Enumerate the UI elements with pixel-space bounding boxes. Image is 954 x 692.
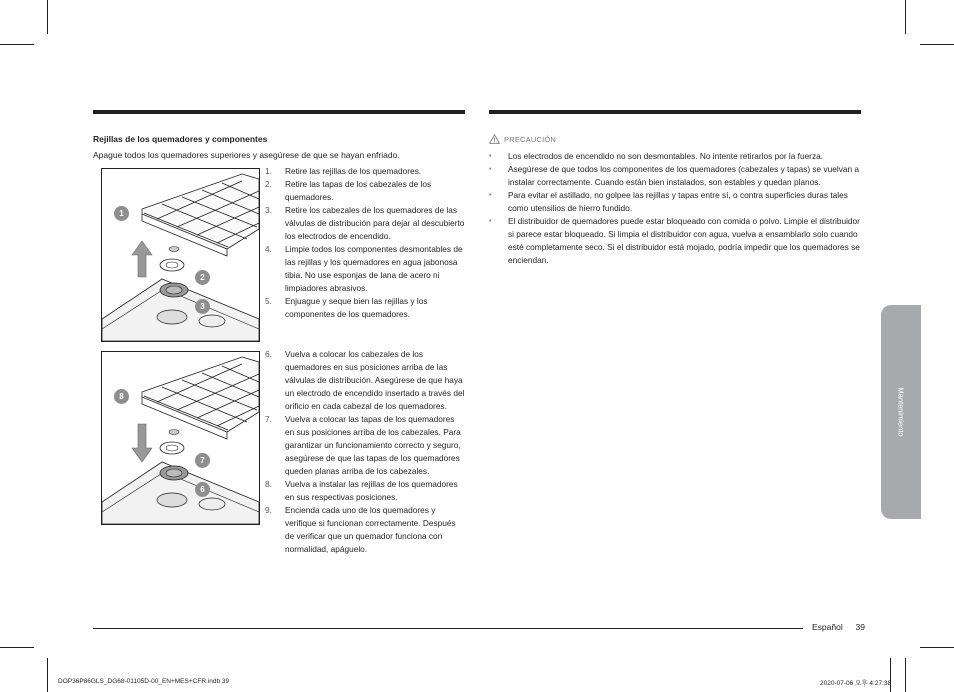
step-badge-7: 7 xyxy=(195,453,210,468)
caution-title: PRECAUCIÓN xyxy=(504,134,557,144)
step-item: 6. Vuelva a colocar los cabezales de los quemadores en sus posiciones arriba de las válvulas de distribución. Asegúrese de que haya un electrodo de encendido insertado a través del orificio en cada cabezal de los quemadores. xyxy=(265,349,465,411)
steps-list-removal xyxy=(265,165,465,321)
footer-language: Español xyxy=(812,622,843,632)
step-item: 5. Enjuague y seque bien las rejillas y los componentes de los quemadores. xyxy=(265,296,428,319)
side-tab-section xyxy=(881,305,921,519)
step-item: 2. Retire las tapas de los cabezales de los quemadores. xyxy=(265,179,432,202)
burner-removal-illustration xyxy=(101,168,260,342)
warning-triangle-icon xyxy=(489,134,500,144)
step-badge-2: 2 xyxy=(195,270,210,285)
step-item: 1. Retire las rejillas de los quemadores. xyxy=(265,166,422,176)
footer-rule xyxy=(93,628,803,629)
side-tab-label: Mantenimiento xyxy=(896,387,906,437)
grate-installation-drawing xyxy=(102,352,259,524)
page-number: 39 xyxy=(855,622,865,632)
caution-heading xyxy=(489,134,556,144)
caution-item: • El distribuidor de quemadores puede estar bloqueado con comida o polvo. Limpie el distribuidor si parece estar bloqueado. Si limpia el distribuidor con agua, vuelva a ensamblarlo solo cuando esté completamente seco. Si el distribuidor está mojado, podría impedir que los quemadores se enciendan. xyxy=(489,215,861,267)
burner-installation-illustration xyxy=(101,351,260,525)
steps-list-installation xyxy=(265,348,465,556)
step-badge-3: 3 xyxy=(195,299,210,314)
print-slug-file: DOP36P86GLS_DG68-01105D-00_EN+MES+CFR.indb 39 xyxy=(58,678,230,685)
footer-page-label xyxy=(812,622,865,632)
section-intro: Apague todos los quemadores superiores y asegúrese de que se hayan enfriado. xyxy=(93,150,400,160)
caution-item: • Asegúrese de que todos los componentes de los quemadores (cabezales y tapas) se vuelvan a instalar correctamente. Cuando están bien instalados, son estables y quedan planos. xyxy=(489,163,861,189)
section-title: Rejillas de los quemadores y componentes xyxy=(93,134,268,144)
step-item: 7. Vuelva a colocar las tapas de los quemadores en sus posiciones arriba de los cabezales. Para garantizar un funcionamiento correcto y seguro, asegúrese de que las tapas de los quemadores queden planas arriba de los cabezales. xyxy=(265,414,461,476)
step-item: 4. Limpie todos los componentes desmontables de las rejillas y los quemadores en agua jabonosa tibia. No use esponjas de lana de acero ni limpiadores abrasivos. xyxy=(265,244,463,293)
step-badge-8: 8 xyxy=(114,389,129,404)
caution-item: • Los electrodos de encendido no son desmontables. No intente retirarlos por la fuerza. xyxy=(489,150,861,163)
step-badge-6: 6 xyxy=(195,482,210,497)
header-rule-left xyxy=(93,110,465,114)
print-slug-date: 2020-07-06 오후 4:27:38 xyxy=(820,680,892,687)
caution-list xyxy=(489,150,861,267)
step-badge-1: 1 xyxy=(114,206,129,221)
header-rule-right xyxy=(489,110,861,114)
step-item: 3. Retire los cabezales de los quemadores de las válvulas de distribución para dejar al descubierto los electrodos de encendido. xyxy=(265,205,465,241)
grate-removal-drawing xyxy=(102,169,259,341)
caution-item: • Para evitar el astillado, no golpee las rejillas y tapas entre sí, o contra superficies duras tales como utensilios de hierro fundido. xyxy=(489,189,861,215)
step-item: 8. Vuelva a instalar las rejillas de los quemadores en sus respectivas posiciones. xyxy=(265,479,458,502)
step-item: 9. Encienda cada uno de los quemadores y verifique si funcionan correctamente. Después de verificar que un quemador funciona con normalidad, apáguelo. xyxy=(265,505,456,554)
